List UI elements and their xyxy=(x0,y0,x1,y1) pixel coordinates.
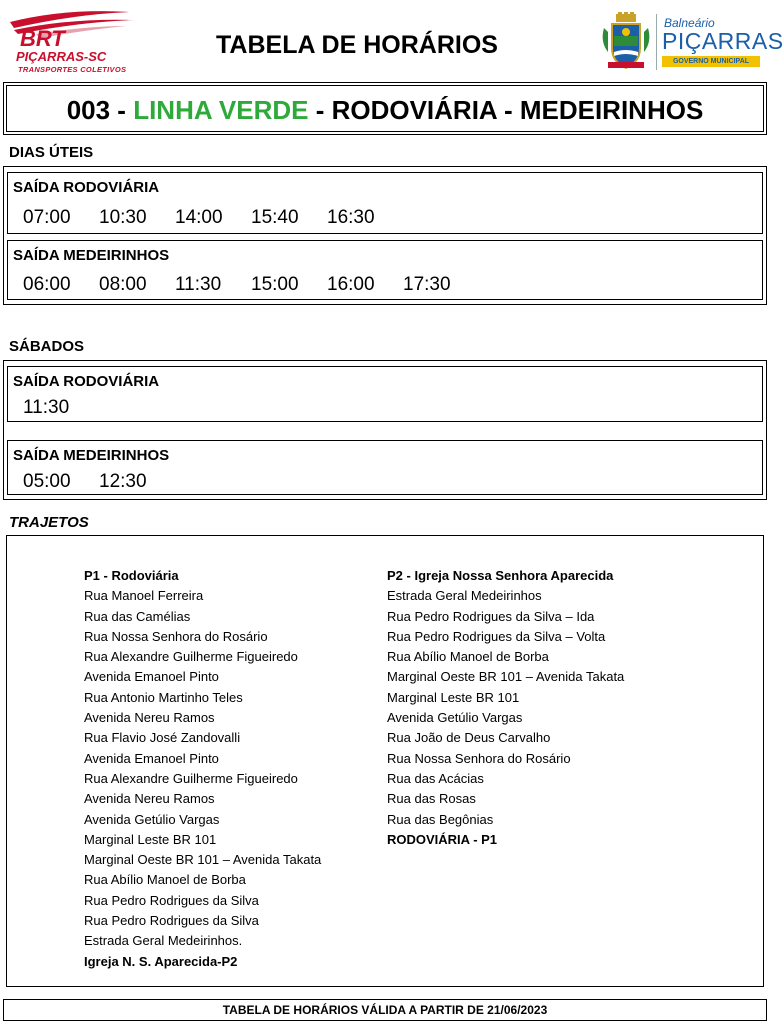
route-street-item: Rua das Rosas xyxy=(387,791,476,807)
saturdays-label: SÁBADOS xyxy=(9,338,85,355)
route-street-item: Rua Nossa Senhora do Rosário xyxy=(84,628,268,644)
page-header xyxy=(0,0,784,80)
saturdays-rodoviaria-box xyxy=(7,366,763,422)
route-street-item: Avenida Nereu Ramos xyxy=(84,710,215,726)
route-street-item: Rua João de Deus Carvalho xyxy=(387,730,551,746)
route-street-item: Rua das Camélias xyxy=(84,608,191,624)
route-street-item: Marginal Leste BR 101 xyxy=(84,831,217,847)
route-p2-column xyxy=(387,566,624,850)
route-street-item: Rua Pedro Rodrigues da Silva xyxy=(84,892,259,908)
route-street-item: Rua Alexandre Guilherme Figueiredo xyxy=(84,770,298,786)
brt-logo xyxy=(6,4,136,74)
routes-label: TRAJETOS xyxy=(9,514,89,531)
departure-time: 07:00 xyxy=(23,207,71,228)
route-line-name: LINHA VERDE xyxy=(133,95,309,125)
route-p1-column xyxy=(84,566,321,972)
saturdays-medeirinhos-box xyxy=(7,440,763,495)
weekdays-rodoviaria-caption: SAÍDA RODOVIÁRIA xyxy=(13,179,160,196)
saturdays-medeirinhos-caption: SAÍDA MEDEIRINHOS xyxy=(13,447,170,464)
prefeitura-logo-name: PIÇARRAS xyxy=(662,28,784,54)
route-street-item: Avenida Emanoel Pinto xyxy=(84,669,219,685)
prefeitura-logo-bar: GOVERNO MUNICIPAL xyxy=(662,56,760,67)
departure-time: 11:30 xyxy=(23,397,70,418)
route-street-item: Rua Nossa Senhora do Rosário xyxy=(387,750,571,766)
departure-time: 15:40 xyxy=(251,207,299,228)
route-street-item: Marginal Oeste BR 101 – Avenida Takata xyxy=(387,669,625,685)
route-street-item: Estrada Geral Medeirinhos xyxy=(387,588,542,604)
prefeitura-logo xyxy=(598,10,784,74)
weekdays-medeirinhos-times xyxy=(23,274,479,296)
saturdays-rodoviaria-times xyxy=(23,397,99,419)
route-title xyxy=(7,95,763,126)
weekdays-rodoviaria-times xyxy=(23,207,403,229)
route-street-item: Rua Manoel Ferreira xyxy=(84,588,204,604)
route-street-item: Rua Flavio José Zandovalli xyxy=(84,730,241,746)
route-p2-end: RODOVIÁRIA - P1 xyxy=(387,831,498,847)
brt-logo-subtitle: TRANSPORTES COLETIVOS xyxy=(18,65,127,74)
saturdays-medeirinhos-times xyxy=(23,471,175,493)
departure-time: 06:00 xyxy=(23,274,71,295)
prefeitura-logo-small-text: Balneário xyxy=(664,16,715,30)
route-street-item: Marginal Leste BR 101 xyxy=(387,689,520,705)
page-title: TABELA DE HORÁRIOS xyxy=(216,31,498,59)
brt-logo-text: BRT xyxy=(20,26,65,51)
saturdays-rodoviaria-caption: SAÍDA RODOVIÁRIA xyxy=(13,373,160,390)
departure-time: 11:30 xyxy=(175,274,222,295)
departure-time: 15:00 xyxy=(251,274,299,295)
departure-time: 05:00 xyxy=(23,471,71,492)
route-title-box xyxy=(3,82,767,135)
route-street-item: Avenida Nereu Ramos xyxy=(84,791,215,807)
logo-divider xyxy=(656,14,657,70)
departure-time: 17:30 xyxy=(403,274,451,295)
route-p1-end: Igreja N. S. Aparecida-P2 xyxy=(84,953,238,969)
routes-box xyxy=(6,535,764,987)
departure-time: 12:30 xyxy=(99,471,147,492)
departure-time: 14:00 xyxy=(175,207,223,228)
route-p2-heading: P2 - Igreja Nossa Senhora Aparecida xyxy=(387,568,614,583)
route-street-item: Avenida Getúlio Vargas xyxy=(387,710,523,726)
route-street-item: Rua Pedro Rodrigues da Silva – Volta xyxy=(387,628,606,644)
route-street-item: Avenida Emanoel Pinto xyxy=(84,750,219,766)
route-number: 003 - xyxy=(66,95,126,125)
route-street-item: Rua Pedro Rodrigues da Silva – Ida xyxy=(387,608,595,624)
departure-time: 08:00 xyxy=(99,274,147,295)
weekdays-schedule xyxy=(3,166,767,305)
route-street-item: Estrada Geral Medeirinhos. xyxy=(84,933,243,949)
saturdays-schedule xyxy=(3,360,767,500)
brt-logo-city: PIÇARRAS-SC xyxy=(16,49,107,64)
municipal-coat-of-arms-icon xyxy=(598,12,654,72)
weekdays-medeirinhos-caption: SAÍDA MEDEIRINHOS xyxy=(13,247,170,264)
route-stops: - RODOVIÁRIA - MEDEIRINHOS xyxy=(315,95,704,125)
route-street-item: Rua das Acácias xyxy=(387,770,484,786)
weekdays-rodoviaria-box xyxy=(7,172,763,234)
validity-footer: TABELA DE HORÁRIOS VÁLIDA A PARTIR DE 21/06/2023 xyxy=(3,999,767,1021)
departure-time: 10:30 xyxy=(99,207,147,228)
route-street-item: Avenida Getúlio Vargas xyxy=(84,811,220,827)
route-street-item: Rua Alexandre Guilherme Figueiredo xyxy=(84,649,298,665)
route-street-item: Rua Antonio Martinho Teles xyxy=(84,689,243,705)
route-street-item: Rua das Begônias xyxy=(387,811,494,827)
route-street-item: Rua Abílio Manoel de Borba xyxy=(387,649,549,665)
departure-time: 16:00 xyxy=(327,274,375,295)
weekdays-medeirinhos-box xyxy=(7,240,763,300)
weekdays-label: DIAS ÚTEIS xyxy=(9,144,94,161)
departure-time: 16:30 xyxy=(327,207,375,228)
route-street-item: Marginal Oeste BR 101 – Avenida Takata xyxy=(84,852,322,868)
route-street-item: Rua Abílio Manoel de Borba xyxy=(84,872,246,888)
route-p1-heading: P1 - Rodoviária xyxy=(84,568,179,583)
route-street-item: Rua Pedro Rodrigues da Silva xyxy=(84,913,259,929)
